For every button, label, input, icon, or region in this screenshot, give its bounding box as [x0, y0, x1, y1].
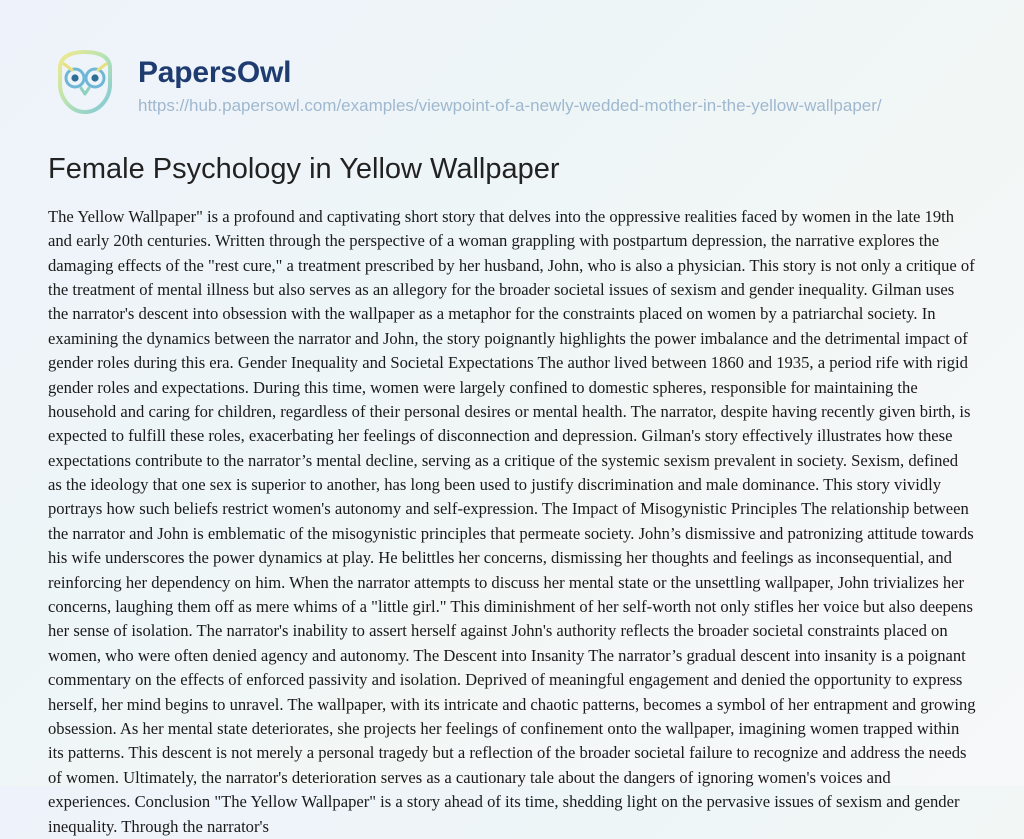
site-header [48, 40, 976, 118]
source-url[interactable]: https://hub.papersowl.com/examples/viewpoint-of-a-newly-wedded-mother-in-the-yellow-wallpaper/ [138, 96, 882, 115]
owl-logo-icon [50, 48, 120, 118]
page-title: Female Psychology in Yellow Wallpaper [48, 153, 560, 185]
brand-name: PapersOwl [138, 56, 292, 89]
document-body-text: The Yellow Wallpaper" is a profound and captivating short story that delves into the oppressive realities faced by women in the late 19th and early 20th centuries. Written through the perspective of a woman grappling with postpartum depression, the narrative explores the damaging effects of the "rest cure," a treatment prescribed by her husband, John, who is also a physician. This story is not only a critique of the treatment of mental illness but also serves as an allegory for the broader societal issues of sexism and gender inequality. Gilman uses the narrator's descent into obsession with the wallpaper as a metaphor for the constraints placed on women by a patriarchal society. In examining the dynamics between the narrator and John, the story poignantly highlights the power imbalance and the detrimental impact of gender roles during this era. Gender Inequality and Societal Expectations The author lived between 1860 and 1935, a period rife with rigid gender roles and expectations. During this time, women were largely confined to domestic spheres, responsible for maintaining the household and caring for children, regardless of their personal desires or mental health. The narrator, despite having recently given birth, is expected to fulfill these roles, exacerbating her feelings of disconnection and depression. Gilman's story effectively illustrates how these expectations contribute to the narrator’s mental decline, serving as a critique of the systemic sexism prevalent in society. Sexism, defined as the ideology that one sex is superior to another, has long been used to justify discrimination and male dominance. This story vividly portrays how such beliefs restrict women's autonomy and self-expression. The Impact of Misogynistic Principles The relationship between the narrator and John is emblematic of the misogynistic principles that permeate society. John’s dismissive and patronizing attitude towards his wife underscores the power dynamics at play. He belittles her concerns, dismissing her thoughts and feelings as inconsequential, and reinforcing her dependency on him. When the narrator attempts to discuss her mental state or the unsettling wallpaper, John trivializes her concerns, laughing them off as mere whims of a "little girl." This diminishment of her self-worth not only stifles her voice but also deepens her sense of isolation. The narrator's inability to assert herself against John's authority reflects the broader societal constraints placed on women, who were often denied agency and autonomy. The Descent into Insanity The narrator’s gradual descent into insanity is a poignant commentary on the effects of enforced passivity and isolation. Deprived of meaningful engagement and denied the opportunity to express herself, her mind begins to unravel. The wallpaper, with its intricate and chaotic patterns, becomes a symbol of her entrapment and growing obsession. As her mental state deteriorates, she projects her feelings of confinement onto the wallpaper, imagining women trapped within its patterns. This descent is not merely a personal tragedy but a reflection of the broader societal failure to recognize and address the needs of women. Ultimately, the narrator's deterioration serves as a cautionary tale about the dangers of ignoring women's voices and experiences. Conclusion "The Yellow Wallpaper" is a story ahead of its time, shedding light on the pervasive issues of sexism and gender inequality. Through the narrator's [48, 206, 976, 836]
brand-block [138, 40, 882, 118]
